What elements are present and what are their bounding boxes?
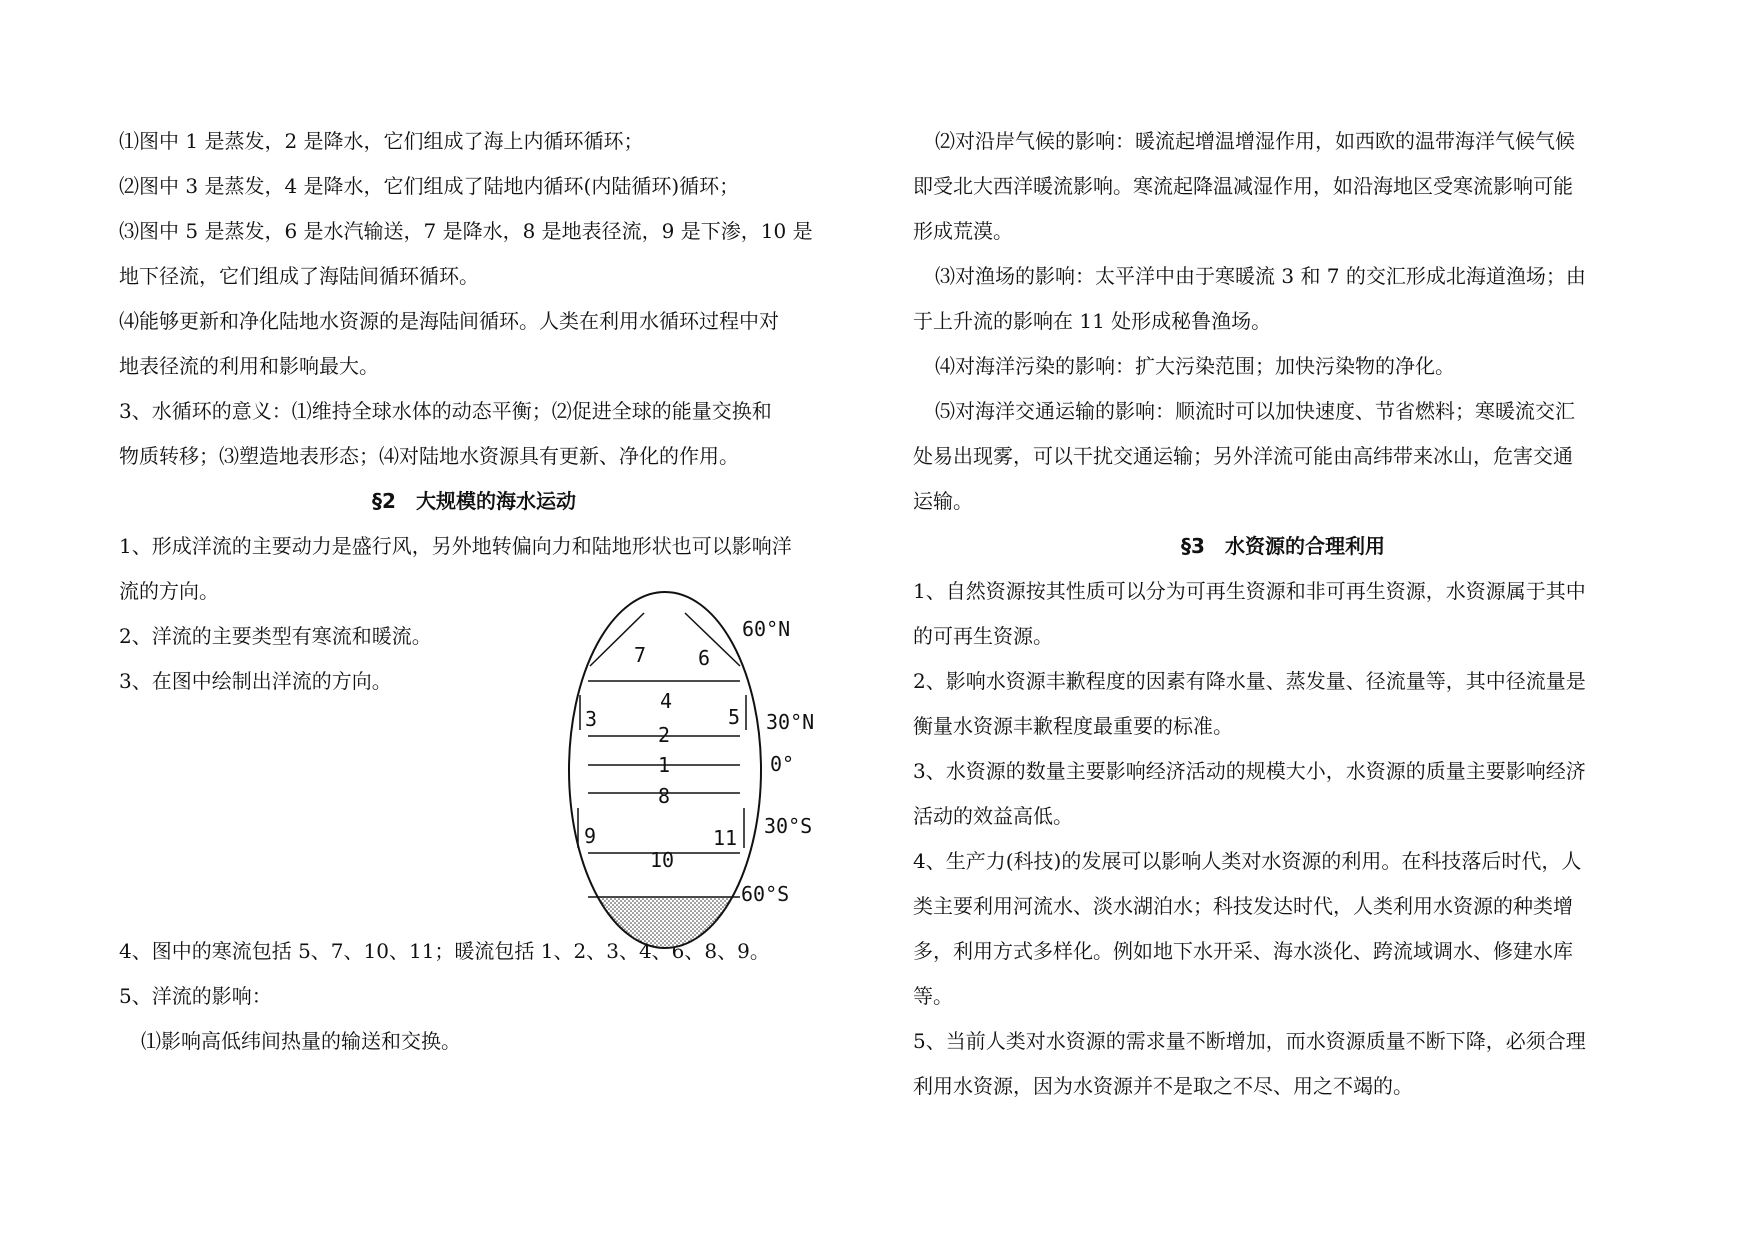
text-line: 地下径流，它们组成了海陆间循环循环。 [119,264,479,288]
text-line: 形成荒漠。 [913,219,1013,243]
label-2: 2 [658,723,671,747]
text-line: 4、图中的寒流包括 5、7、10、11；暖流包括 1、2、3、4、6、8、9。 [119,939,770,963]
text-line: 5、洋流的影响： [119,984,272,1008]
label-4: 4 [660,689,673,713]
text-line: ⑶图中 5 是蒸发，6 是水汽输送，7 是降水，8 是地表径流，9 是下渗，10 是 [119,219,813,243]
text-line: 即受北大西洋暖流影响。寒流起降温减湿作用，如沿海地区受寒流影响可能 [913,174,1573,198]
label-11: 11 [713,826,738,850]
text-line: 地表径流的利用和影响最大。 [119,354,379,378]
label-3: 3 [585,707,598,731]
text-line: ⑶对渔场的影响：太平洋中由于寒暖流 3 和 7 的交汇形成北海道渔场；由 [935,264,1586,288]
text-line: 于上升流的影响在 11 处形成秘鲁渔场。 [913,309,1272,333]
current-line-6 [685,613,740,666]
text-line: 利用水资源，因为水资源并不是取之不尽、用之不竭的。 [913,1074,1413,1098]
text-line: 多，利用方式多样化。例如地下水开采、海水淡化、跨流域调水、修建水库 [913,939,1573,963]
text-line: 1、形成洋流的主要动力是盛行风，另外地转偏向力和陆地形状也可以影响洋 [119,534,792,558]
text-line: 类主要利用河流水、淡水湖泊水；科技发达时代，人类利用水资源的种类增 [913,894,1573,918]
text-line: 3、水循环的意义：⑴维持全球水体的动态平衡；⑵促进全球的能量交换和 [119,399,772,423]
latitude-60s: 60°S [741,882,790,906]
label-7: 7 [634,643,647,667]
text-line: ⑷能够更新和净化陆地水资源的是海陆间循环。人类在利用水循环过程中对 [119,309,779,333]
right-column [913,119,1653,1109]
latitude-0: 0° [770,752,795,776]
text-line: 物质转移；⑶塑造地表形态；⑷对陆地水资源具有更新、净化的作用。 [119,444,739,468]
label-10: 10 [650,848,675,872]
latitude-30s: 30°S [764,814,813,838]
text-line: ⑴图中 1 是蒸发，2 是降水，它们组成了海上内循环循环； [119,129,644,153]
ocean-current-diagram-svg [540,580,840,960]
text-line: 3、水资源的数量主要影响经济活动的规模大小，水资源的质量主要影响经济 [913,759,1586,783]
text-line: ⑵对沿岸气候的影响：暖流起增温增湿作用，如西欧的温带海洋气候气候 [935,129,1575,153]
text-line: 的可再生资源。 [913,624,1053,648]
text-line: 1、自然资源按其性质可以分为可再生资源和非可再生资源，水资源属于其中 [913,579,1586,603]
text-line: 4、生产力(科技)的发展可以影响人类对水资源的利用。在科技落后时代，人 [913,849,1582,873]
text-line: 活动的效益高低。 [913,804,1073,828]
latitude-30n: 30°N [766,710,815,734]
section-3-title: §3 水资源的合理利用 [1181,534,1385,558]
label-6: 6 [698,646,711,670]
text-line: ⑸对海洋交通运输的影响：顺流时可以加快速度、节省燃料；寒暖流交汇 [935,399,1575,423]
ocean-current-diagram [540,580,840,960]
latitude-60n: 60°N [742,617,791,641]
label-1: 1 [658,753,671,777]
text-line: ⑴影响高低纬间热量的输送和交换。 [141,1029,461,1053]
text-line: 衡量水资源丰歉程度最重要的标准。 [913,714,1233,738]
label-8: 8 [658,784,671,808]
text-line: 等。 [913,984,953,1008]
label-9: 9 [584,824,597,848]
text-line: 处易出现雾，可以干扰交通运输；另外洋流可能由高纬带来冰山，危害交通 [913,444,1573,468]
text-line: 运输。 [913,489,973,513]
text-line: 2、影响水资源丰歉程度的因素有降水量、蒸发量、径流量等，其中径流量是 [913,669,1586,693]
label-5: 5 [728,705,741,729]
text-line: 3、在图中绘制出洋流的方向。 [119,669,392,693]
text-line: 流的方向。 [119,579,219,603]
text-line: ⑷对海洋污染的影响：扩大污染范围；加快污染物的净化。 [935,354,1455,378]
text-line: 2、洋流的主要类型有寒流和暖流。 [119,624,432,648]
text-line: 5、当前人类对水资源的需求量不断增加，而水资源质量不断下降，必须合理 [913,1029,1586,1053]
section-2-title: §2 大规模的海水运动 [372,489,576,513]
text-line: ⑵图中 3 是蒸发，4 是降水，它们组成了陆地内循环(内陆循环)循环； [119,174,740,198]
